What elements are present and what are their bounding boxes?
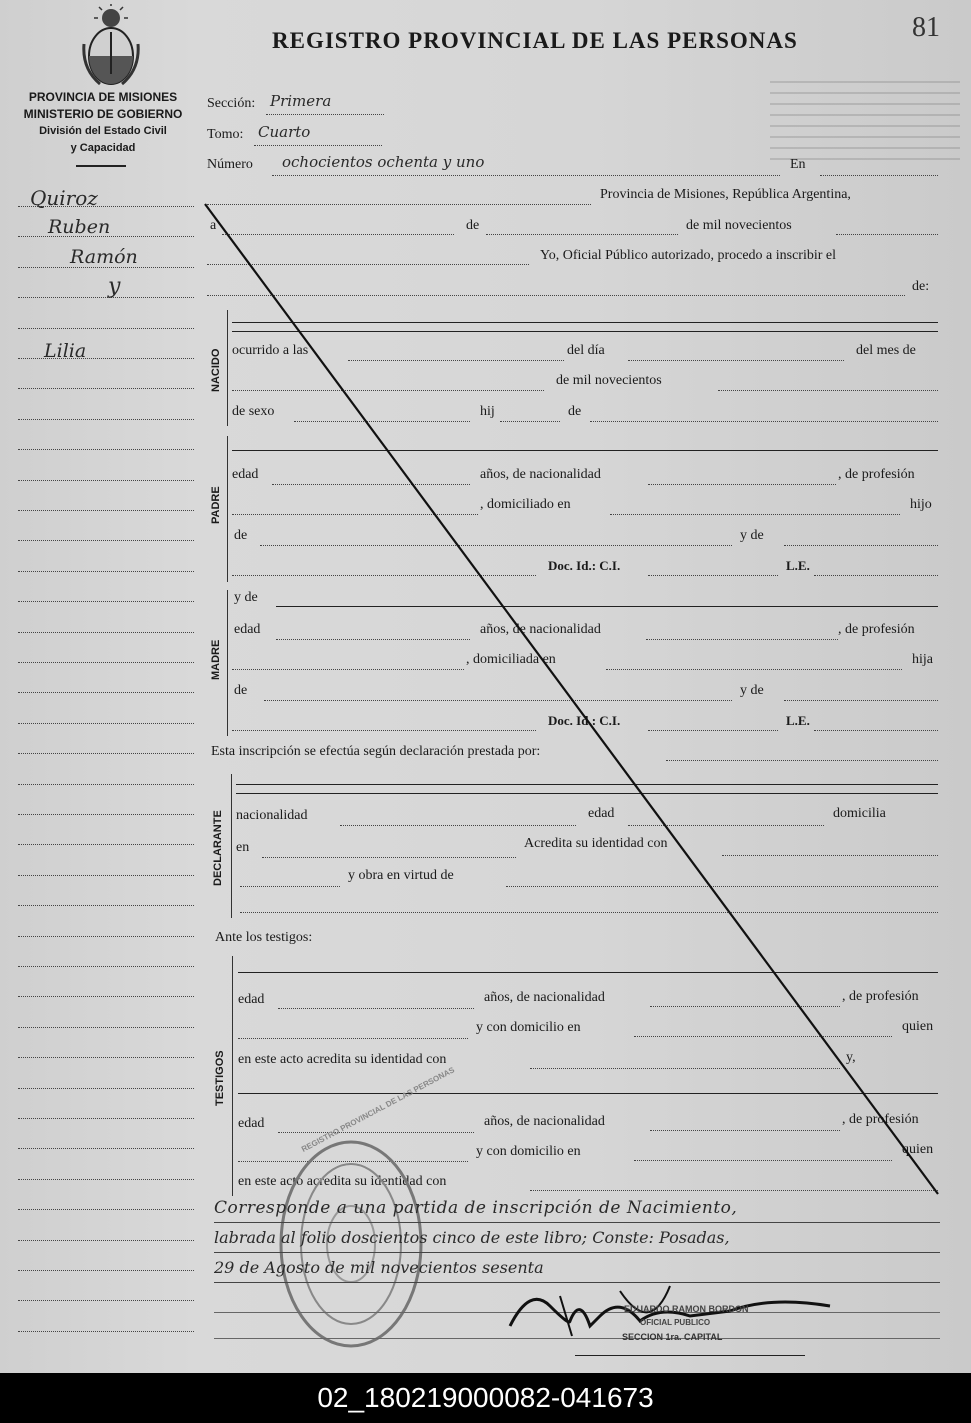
decl-domicilia-label: domicilia	[833, 806, 886, 821]
provincia-text: Provincia de Misiones, República Argentina,	[600, 187, 851, 202]
del-mes-label: del mes de	[856, 343, 916, 358]
hijo-label: hijo	[910, 497, 932, 512]
nacido-mil-label: de mil novecientos	[556, 373, 662, 388]
test2-quien-label: quien	[902, 1142, 934, 1157]
decl-obra-label: y obra en virtud de	[348, 868, 454, 883]
numero-value: ochocientos ochenta y uno	[282, 153, 485, 171]
test1-nac-label: años, de nacionalidad	[484, 990, 605, 1005]
seal-text: REGISTRO PROVINCIAL DE LAS PERSONAS	[300, 1065, 456, 1154]
tomo-label: Tomo:	[207, 127, 244, 142]
note-line-1: Corresponde a una partida de inscripción de Nacimiento,	[214, 1198, 738, 1218]
test2-prof-label: , de profesión	[842, 1112, 919, 1127]
test1-quien-label: quien	[902, 1019, 934, 1034]
stamp-section: SECCION 1ra. CAPITAL	[622, 1332, 723, 1342]
declarante-label: DECLARANTE	[212, 810, 224, 886]
numero-label: Número	[207, 157, 253, 172]
a-label: a	[210, 218, 217, 233]
stamp-name: EDUARDO RAMON BORDON	[624, 1304, 749, 1314]
margin-name-first: Ruben	[48, 216, 111, 238]
page-number: 81	[912, 12, 940, 43]
en-label: En	[790, 157, 806, 172]
sexo-label: de sexo	[232, 404, 275, 419]
madre-nac-label: años, de nacionalidad	[480, 622, 601, 637]
padre-edad-label: edad	[232, 467, 259, 482]
madre-prof-label: , de profesión	[838, 622, 915, 637]
test1-edad-label: edad	[238, 992, 265, 1007]
test2-edad-label: edad	[238, 1116, 265, 1131]
margin-name-second: Ramón	[70, 246, 138, 268]
seccion-label: Sección:	[207, 96, 256, 111]
test2-acto-label: en este acto acredita su identidad con	[238, 1174, 447, 1189]
madre-de-label: de	[234, 683, 248, 698]
note-line-3: 29 de Agosto de mil novecientos sesenta	[214, 1258, 544, 1277]
test2-dom-label: y con domicilio en	[476, 1144, 581, 1159]
madre-y-de-top-label: y de	[234, 590, 258, 605]
document-title: REGISTRO PROVINCIAL DE LAS PERSONAS	[272, 28, 798, 53]
padre-de-label: de	[234, 528, 248, 543]
hija-label: hija	[912, 652, 933, 667]
de-label: de	[466, 218, 480, 233]
scan-identifier: 02_180219000082-041673	[0, 1373, 971, 1423]
margin-name-surname: Quiroz	[30, 186, 98, 210]
padre-le-label: L.E.	[786, 558, 810, 573]
tomo-value: Cuarto	[258, 123, 311, 141]
stamp-role: OFICIAL PUBLICO	[640, 1318, 711, 1327]
ocurrido-label: ocurrido a las	[232, 343, 309, 358]
padre-doc-label: Doc. Id.: C.I.	[548, 558, 621, 573]
padre-label: PADRE	[210, 486, 222, 524]
seccion-value: Primera	[270, 92, 332, 110]
madre-dom-label: , domiciliada en	[466, 652, 556, 667]
yo-oficial-text: Yo, Oficial Público autorizado, procedo a inscribir el	[540, 248, 837, 263]
ministry-label: MINISTERIO DE GOBIERNO	[23, 107, 183, 121]
madre-y-de-label: y de	[740, 683, 764, 698]
test2-nac-label: años, de nacionalidad	[484, 1114, 605, 1129]
madre-le-label: L.E.	[786, 713, 810, 728]
margin-name-lilia: Lilia	[44, 340, 87, 362]
decl-edad-label: edad	[588, 806, 615, 821]
padre-dom-label: , domiciliado en	[480, 497, 571, 512]
test1-acto-label: en este acto acredita su identidad con	[238, 1052, 447, 1067]
division-label-2: y Capacidad	[70, 142, 136, 154]
padre-nac-label: años, de nacionalidad	[480, 467, 601, 482]
division-label: División del Estado Civil	[39, 125, 167, 137]
padre-prof-label: , de profesión	[838, 467, 915, 482]
de-colon-label: de:	[912, 279, 930, 294]
inscripcion-text: Esta inscripción se efectúa según declaración prestada por:	[211, 744, 541, 759]
nacido-de-label: de	[568, 404, 582, 419]
del-dia-label: del día	[567, 343, 605, 358]
ante-testigos-text: Ante los testigos:	[215, 930, 313, 945]
note-line-2: labrada al folio doscientos cinco de este libro; Conste: Posadas,	[214, 1228, 730, 1247]
nacido-label: NACIDO	[210, 348, 222, 392]
mil-novecientos-label: de mil novecientos	[686, 218, 792, 233]
hij-label: hij	[480, 404, 495, 419]
testigos-label: TESTIGOS	[214, 1050, 226, 1106]
test1-y-label: y,	[846, 1050, 856, 1065]
padre-y-de-label: y de	[740, 528, 764, 543]
margin-name-and: y	[108, 274, 121, 299]
test1-prof-label: , de profesión	[842, 989, 919, 1004]
decl-nac-label: nacionalidad	[236, 808, 308, 823]
madre-doc-label: Doc. Id.: C.I.	[548, 713, 621, 728]
test1-dom-label: y con domicilio en	[476, 1020, 581, 1035]
madre-label: MADRE	[210, 639, 222, 680]
madre-edad-label: edad	[234, 622, 261, 637]
province-label: PROVINCIA DE MISIONES	[28, 90, 178, 104]
decl-en-label: en	[236, 840, 250, 855]
decl-acredita-label: Acredita su identidad con	[524, 836, 668, 851]
